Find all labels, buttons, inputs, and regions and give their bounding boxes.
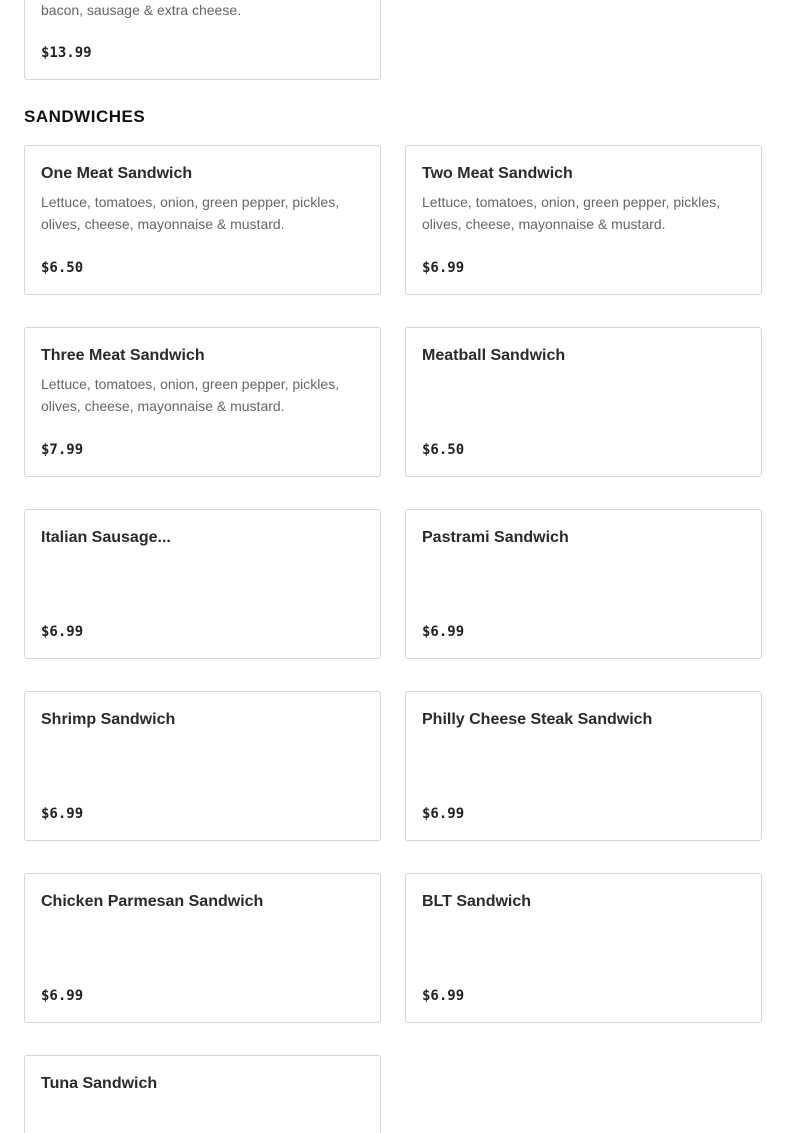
item-price: $6.99: [41, 624, 84, 640]
item-name: Tuna Sandwich: [41, 1075, 158, 1092]
item-price: $6.50: [422, 442, 465, 458]
item-description: Lettuce, tomatoes, onion, green pepper, pickles, olives, cheese, mayonnaise & mustard.: [422, 194, 721, 232]
item-price: $6.99: [422, 988, 465, 1004]
item-name: Shrimp Sandwich: [41, 711, 176, 728]
item-price: $6.99: [422, 260, 465, 276]
item-price: $7.99: [41, 442, 84, 458]
item-price: $13.99: [41, 45, 92, 61]
item-name: Pastrami Sandwich: [422, 529, 569, 546]
menu-item-card[interactable]: [405, 509, 762, 659]
menu-item-card[interactable]: [405, 691, 762, 841]
item-price: $6.99: [41, 806, 84, 822]
menu-item-card[interactable]: [24, 1055, 381, 1133]
item-price: $6.50: [41, 260, 84, 276]
menu-item-card[interactable]: [405, 327, 762, 477]
menu-item-card[interactable]: [405, 145, 762, 295]
item-name: Philly Cheese Steak Sandwich: [422, 711, 653, 728]
menu-item-card[interactable]: [24, 509, 381, 659]
menu-item-card[interactable]: [405, 873, 762, 1023]
item-name: Italian Sausage...: [41, 529, 171, 546]
menu-item-card[interactable]: [24, 0, 381, 80]
item-name: One Meat Sandwich: [41, 165, 193, 182]
item-name: Three Meat Sandwich: [41, 347, 205, 364]
menu-item-card[interactable]: [24, 327, 381, 477]
item-price: $6.99: [422, 806, 465, 822]
item-name: Chicken Parmesan Sandwich: [41, 893, 264, 910]
item-description: bacon, sausage & extra cheese.: [41, 2, 242, 18]
item-description: Lettuce, tomatoes, onion, green pepper, pickles, olives, cheese, mayonnaise & mustard.: [41, 194, 340, 232]
item-name: BLT Sandwich: [422, 893, 532, 910]
item-description: Lettuce, tomatoes, onion, green pepper, pickles, olives, cheese, mayonnaise & mustard.: [41, 376, 340, 414]
menu-item-card[interactable]: [24, 145, 381, 295]
item-name: Two Meat Sandwich: [422, 165, 573, 182]
menu-item-card[interactable]: [24, 691, 381, 841]
menu-item-card[interactable]: [24, 873, 381, 1023]
item-price: $6.99: [41, 988, 84, 1004]
section-title: SANDWICHES: [24, 107, 146, 126]
item-name: Meatball Sandwich: [422, 347, 566, 364]
item-price: $6.99: [422, 624, 465, 640]
